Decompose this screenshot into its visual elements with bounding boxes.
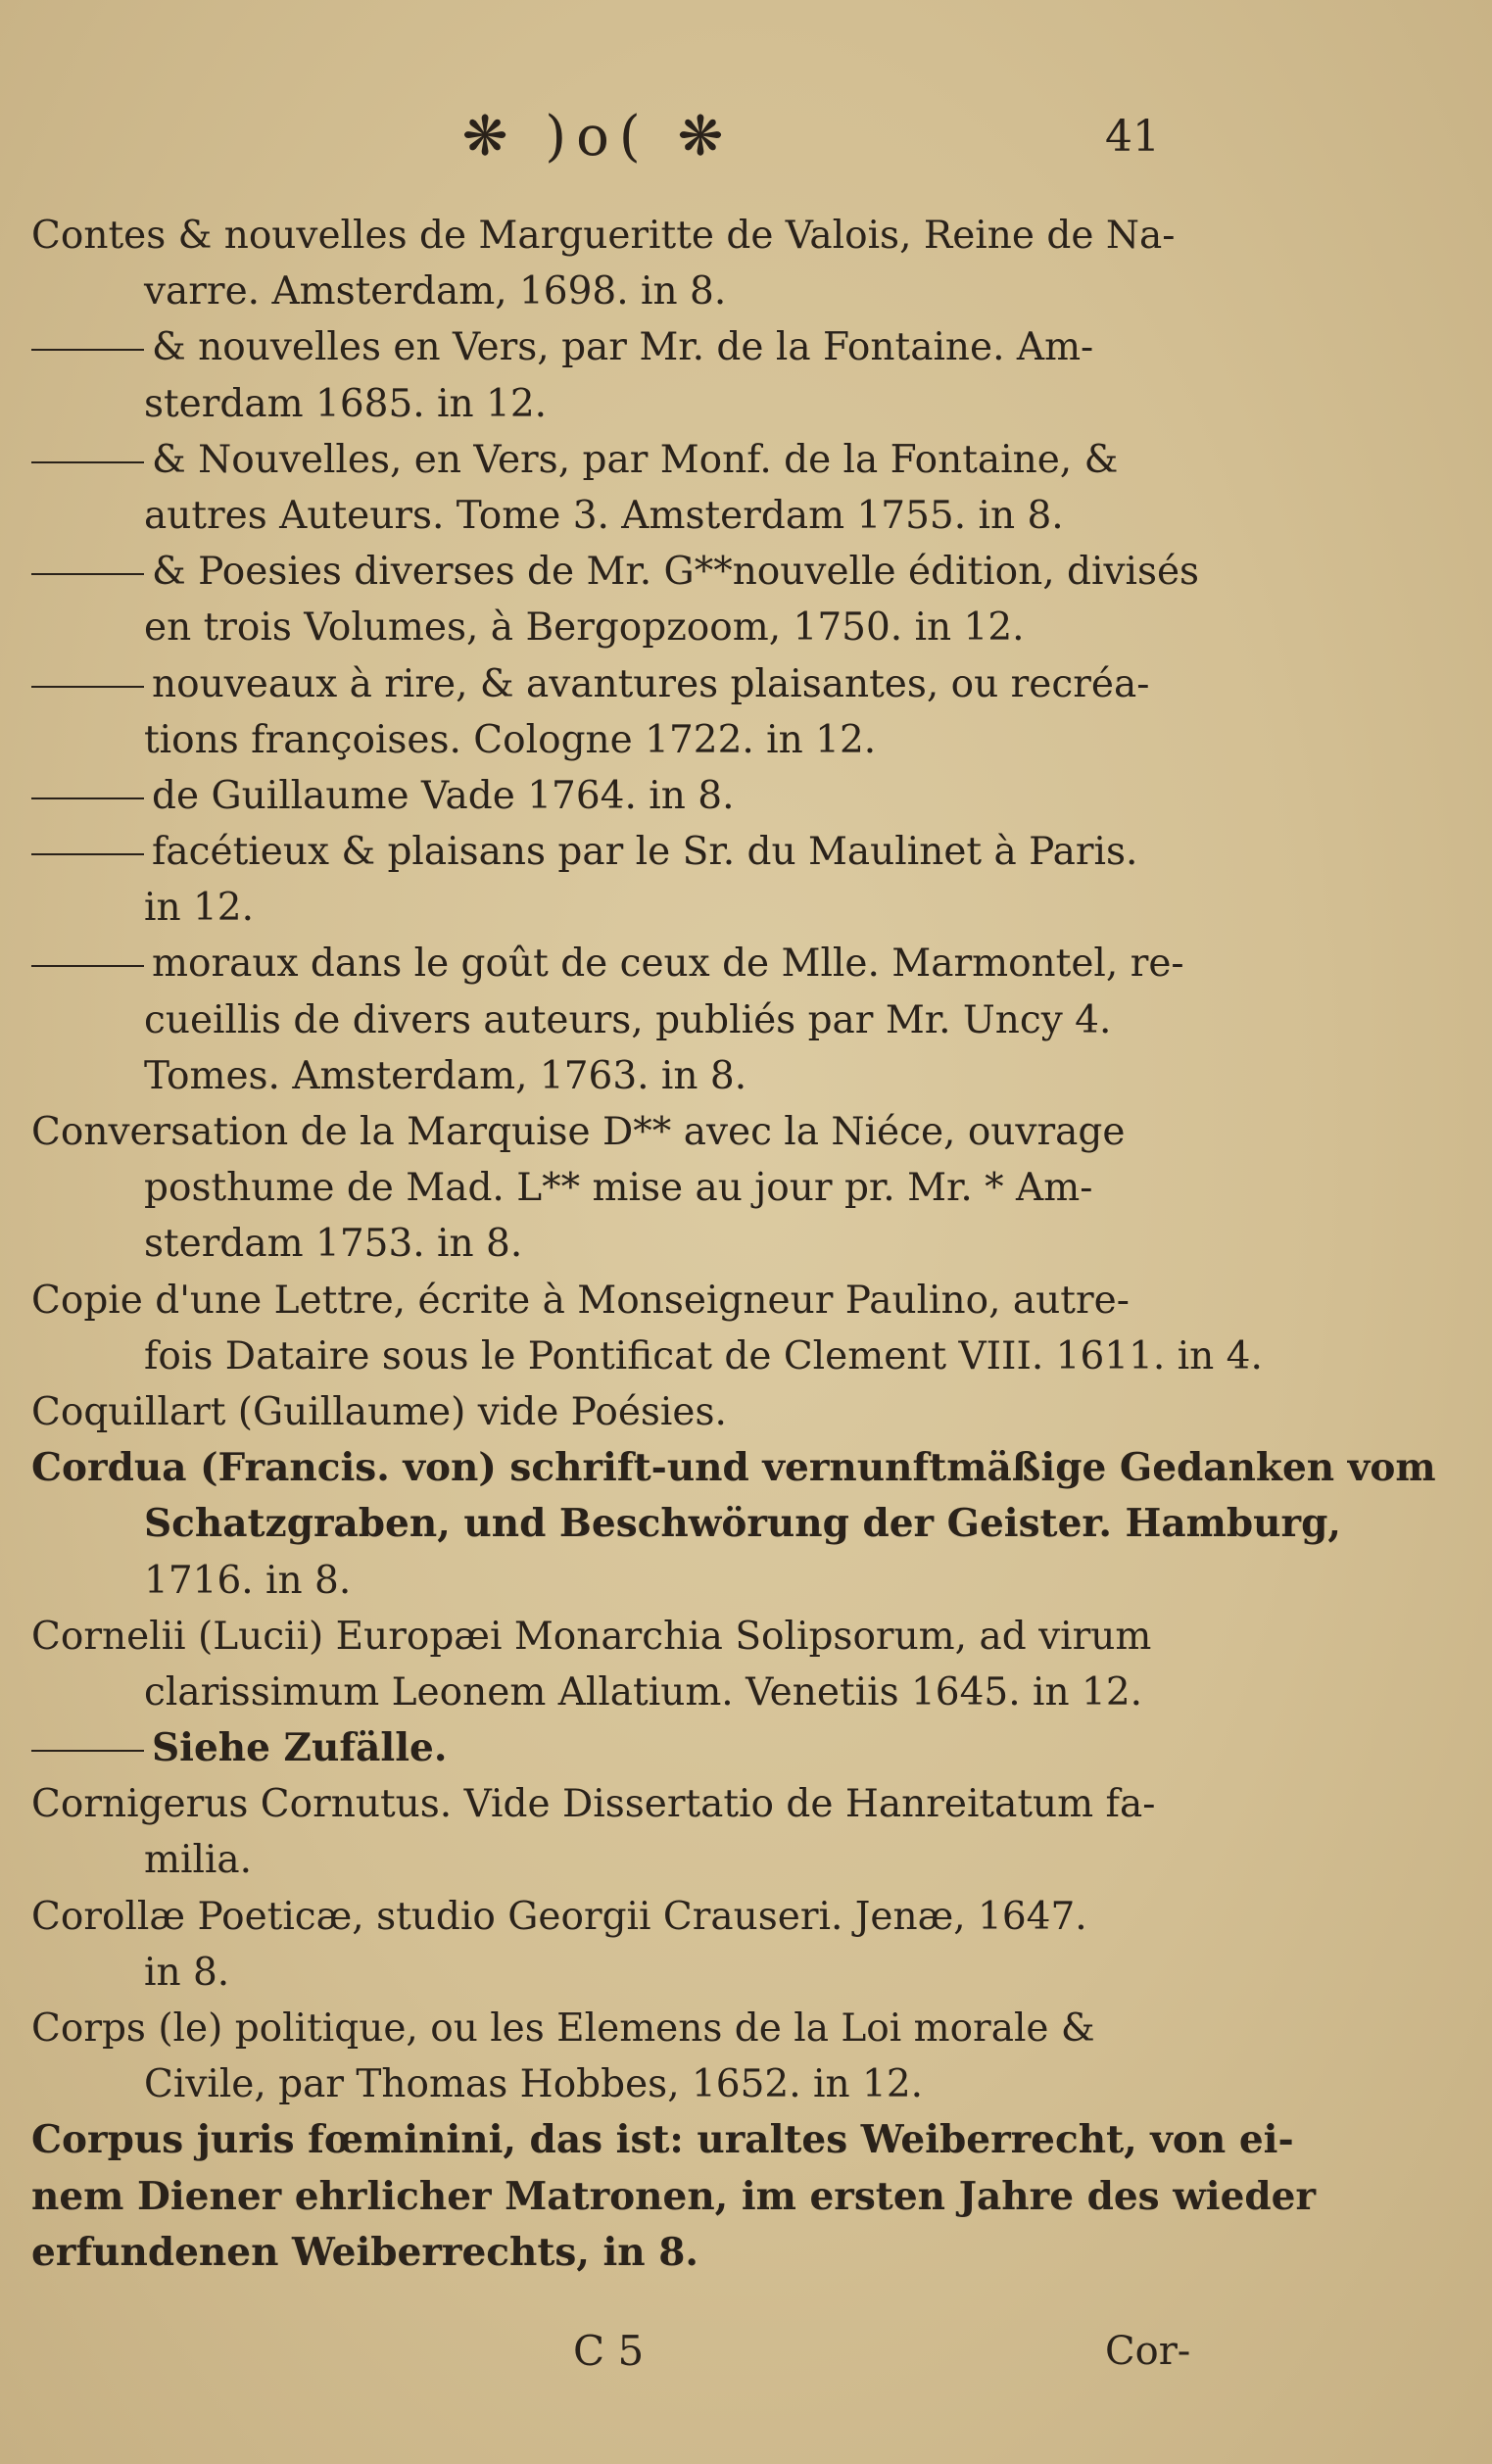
text-line: Contes & nouvelles de Margueritte de Valois, Reine de Na- bbox=[31, 214, 1176, 258]
text-line: Corpus juris fœminini, das ist: uraltes Weiberrecht, von ei- bbox=[31, 2117, 1294, 2163]
text-line: in 8. bbox=[144, 1950, 230, 1995]
header-ornament: ❋ )o( ❋ bbox=[461, 105, 734, 169]
text-line: Corps (le) politique, ou les Elemens de la Loi morale & bbox=[31, 2006, 1095, 2051]
text-line: varre. Amsterdam, 1698. in 8. bbox=[144, 269, 727, 314]
text-line: & Poesies diverses de Mr. G**nouvelle édition, divisés bbox=[31, 544, 1246, 600]
text-line: cueillis de divers auteurs, publiés par Mr. Uncy 4. bbox=[144, 997, 1112, 1042]
text-line: in 12. bbox=[144, 886, 255, 931]
text-line: fois Dataire sous le Pontificat de Clement VIII. 1611. in 4. bbox=[144, 1333, 1263, 1378]
text-line: Tomes. Amsterdam, 1763. in 8. bbox=[144, 1053, 747, 1098]
text-line: 1716. in 8. bbox=[144, 1558, 352, 1603]
text-line: erfundenen Weiberrechts, in 8. bbox=[31, 2229, 698, 2275]
text-line: de Guillaume Vade 1764. in 8. bbox=[31, 768, 1246, 824]
signature-mark: C 5 bbox=[573, 2327, 645, 2375]
text-line: Civile, par Thomas Hobbes, 1652. in 12. bbox=[144, 2062, 924, 2107]
text-line: posthume de Mad. L** mise au jour pr. Mr. * Am- bbox=[144, 1166, 1093, 1211]
text-line: autres Auteurs. Tome 3. Amsterdam 1755. in 8. bbox=[144, 493, 1064, 538]
text-line: sterdam 1753. in 8. bbox=[144, 1222, 523, 1267]
text-line: & Nouvelles, en Vers, par Monf. de la Fontaine, & bbox=[31, 432, 1246, 488]
text-line: Siehe Zufälle. bbox=[31, 1720, 1246, 1776]
page-header bbox=[0, 103, 1492, 171]
text-line: milia. bbox=[144, 1838, 253, 1883]
text-line: Cordua (Francis. von) schrift-und vernunftmäßige Gedanken vom bbox=[31, 1445, 1436, 1491]
page-footer bbox=[0, 2322, 1492, 2381]
text-line: Cornigerus Cornutus. Vide Dissertatio de Hanreitatum fa- bbox=[31, 1782, 1156, 1827]
catalog-entries bbox=[31, 208, 1436, 2281]
text-line: Cornelii (Lucii) Europæi Monarchia Solipsorum, ad virum bbox=[31, 1614, 1152, 1659]
text-line: facétieux & plaisans par le Sr. du Maulinet à Paris. bbox=[31, 824, 1246, 880]
text-line: Conversation de la Marquise D** avec la Niéce, ouvrage bbox=[31, 1110, 1126, 1154]
text-line: Schatzgraben, und Beschwörung der Geister. Hamburg, bbox=[144, 1501, 1341, 1547]
text-line: Copie d'une Lettre, écrite à Monseigneur Paulino, autre- bbox=[31, 1278, 1130, 1323]
catchword: Cor- bbox=[1105, 2329, 1191, 2374]
text-line: tions françoises. Cologne 1722. in 12. bbox=[144, 717, 877, 762]
text-line: Coquillart (Guillaume) vide Poésies. bbox=[31, 1389, 727, 1434]
text-line: nem Diener ehrlicher Matronen, im ersten Jahre des wieder bbox=[31, 2173, 1317, 2219]
text-line: en trois Volumes, à Bergopzoom, 1750. in 12. bbox=[144, 605, 1025, 651]
text-line: sterdam 1685. in 12. bbox=[144, 381, 548, 426]
text-line: clarissimum Leonem Allatium. Venetiis 1645. in 12. bbox=[144, 1669, 1143, 1715]
text-line: Corollæ Poeticæ, studio Georgii Crauseri. Jenæ, 1647. bbox=[31, 1894, 1087, 1939]
text-line: nouveaux à rire, & avantures plaisantes, ou recréa- bbox=[31, 656, 1246, 712]
text-line: moraux dans le goût de ceux de Mlle. Marmontel, re- bbox=[31, 936, 1246, 991]
page-number: 41 bbox=[1105, 112, 1160, 162]
text-line: & nouvelles en Vers, par Mr. de la Fontaine. Am- bbox=[31, 319, 1246, 375]
